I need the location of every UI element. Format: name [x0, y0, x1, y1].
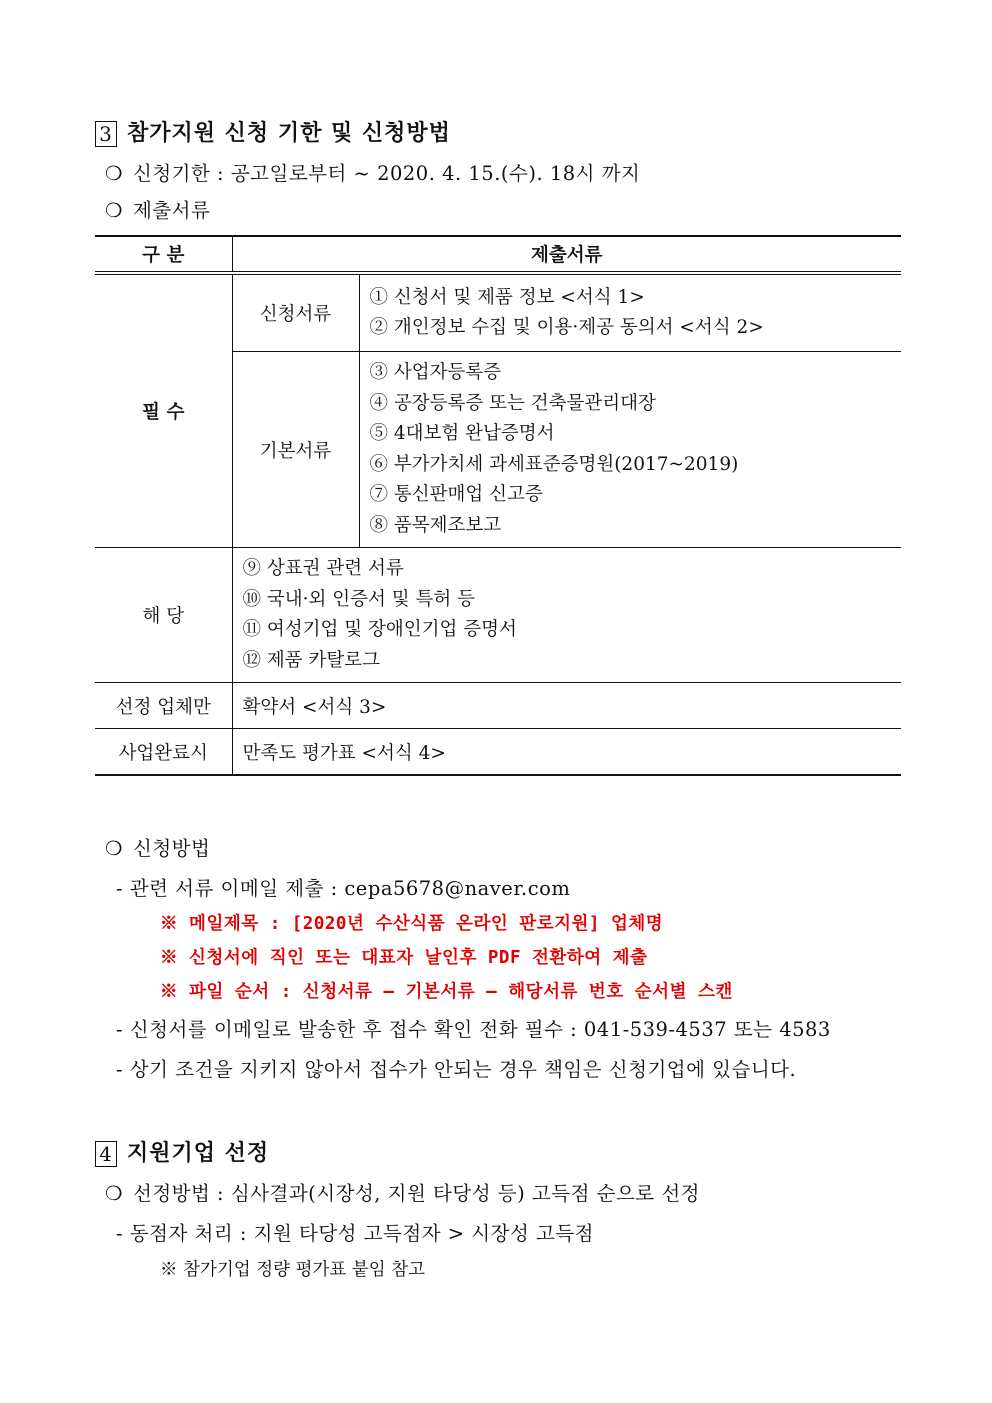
responsibility-line: - 상기 조건을 지키지 않아서 접수가 안되는 경우 책임은 신청기업에 있습니다. [116, 1058, 797, 1081]
list-item: ⑩ 국내·외 인증서 및 특허 등 [242, 588, 475, 610]
section-number-box: 3 [95, 121, 117, 147]
selected-label: 선정 업체만 [95, 683, 232, 729]
reference-note: ※ 참가기업 정량 평가표 붙임 참고 [160, 1260, 426, 1280]
tie-line: - 동점자 처리 : 지원 타당성 고득점자 > 시장성 고득점 [116, 1222, 595, 1245]
table-header-row [95, 236, 901, 273]
table-row [95, 548, 901, 683]
application-docs-cell [359, 273, 901, 352]
list-item: ⑤ 4대보험 완납증명서 [369, 423, 555, 444]
method-heading-text: 신청방법 [133, 837, 211, 860]
list-item: ② 개인정보 수집 및 이용·제공 동의서 <서식 2> [369, 317, 764, 338]
email-line: - 관련 서류 이메일 제출 : cepa5678@naver.com [116, 877, 571, 900]
completion-doc: 만족도 평가표 <서식 4> [232, 729, 901, 776]
section-number-box: 4 [95, 1141, 117, 1167]
basic-docs-cell [359, 352, 901, 548]
documents-table [95, 235, 901, 776]
table-row [95, 683, 901, 729]
selection-method-text: 선정방법 : 심사결과(시장성, 지원 타당성 등) 고득점 순으로 선정 [133, 1182, 700, 1205]
list-item: ⑨ 상표권 관련 서류 [242, 558, 404, 579]
list-item: ③ 사업자등록증 [369, 362, 502, 383]
section-4-title [95, 1136, 269, 1167]
table-row [95, 273, 901, 352]
header-documents: 제출서류 [232, 236, 901, 273]
list-item: ⑫ 제품 카탈로그 [242, 649, 380, 671]
mail-title-note: ※ 메일제목 : [2020년 수산식품 온라인 판로지원] 업체명 [160, 914, 664, 934]
list-item: ④ 공장등록증 또는 건축물관리대장 [369, 392, 656, 414]
docs-heading-line [105, 195, 210, 223]
applicable-label: 해 당 [95, 548, 232, 683]
basic-docs-label: 기본서류 [232, 352, 359, 548]
table-row [95, 729, 901, 776]
circle-bullet-icon: ❍ [105, 162, 123, 185]
section-3-title [95, 116, 451, 147]
list-item: ⑪ 여성기업 및 장애인기업 증명서 [242, 619, 517, 640]
section-title-text: 참가지원 신청 기한 및 신청방법 [127, 120, 451, 146]
circle-bullet-icon: ❍ [105, 1182, 123, 1205]
completion-label: 사업완료시 [95, 729, 232, 776]
applicable-docs-cell [232, 548, 901, 683]
list-item: ⑥ 부가가치세 과세표준증명원(2017~2019) [369, 453, 739, 475]
method-heading-line [105, 833, 210, 861]
confirm-line: - 신청서를 이메일로 발송한 후 접수 확인 전화 필수 : 041-539-4537 또는 4583 [116, 1018, 831, 1041]
docs-heading-text: 제출서류 [133, 199, 211, 222]
selected-doc: 확약서 <서식 3> [232, 683, 901, 729]
list-item: ⑦ 통신판매업 신고증 [369, 484, 543, 505]
header-category: 구 분 [95, 236, 232, 273]
selection-method-line [105, 1178, 700, 1206]
list-item: ① 신청서 및 제품 정보 <서식 1> [369, 286, 645, 308]
circle-bullet-icon: ❍ [105, 199, 123, 222]
circle-bullet-icon: ❍ [105, 837, 123, 860]
application-docs-label: 신청서류 [232, 273, 359, 352]
section-title-text: 지원기업 선정 [127, 1140, 270, 1166]
required-label: 필 수 [95, 273, 232, 548]
deadline-line [105, 158, 640, 186]
deadline-text: 신청기한 : 공고일로부터 ~ 2020. 4. 15.(수). 18시 까지 [133, 162, 641, 185]
file-order-note: ※ 파일 순서 : 신청서류 – 기본서류 – 해당서류 번호 순서별 스캔 [160, 982, 733, 1002]
seal-note: ※ 신청서에 직인 또는 대표자 날인후 PDF 전환하여 제출 [160, 948, 648, 968]
list-item: ⑧ 품목제조보고 [369, 514, 502, 536]
